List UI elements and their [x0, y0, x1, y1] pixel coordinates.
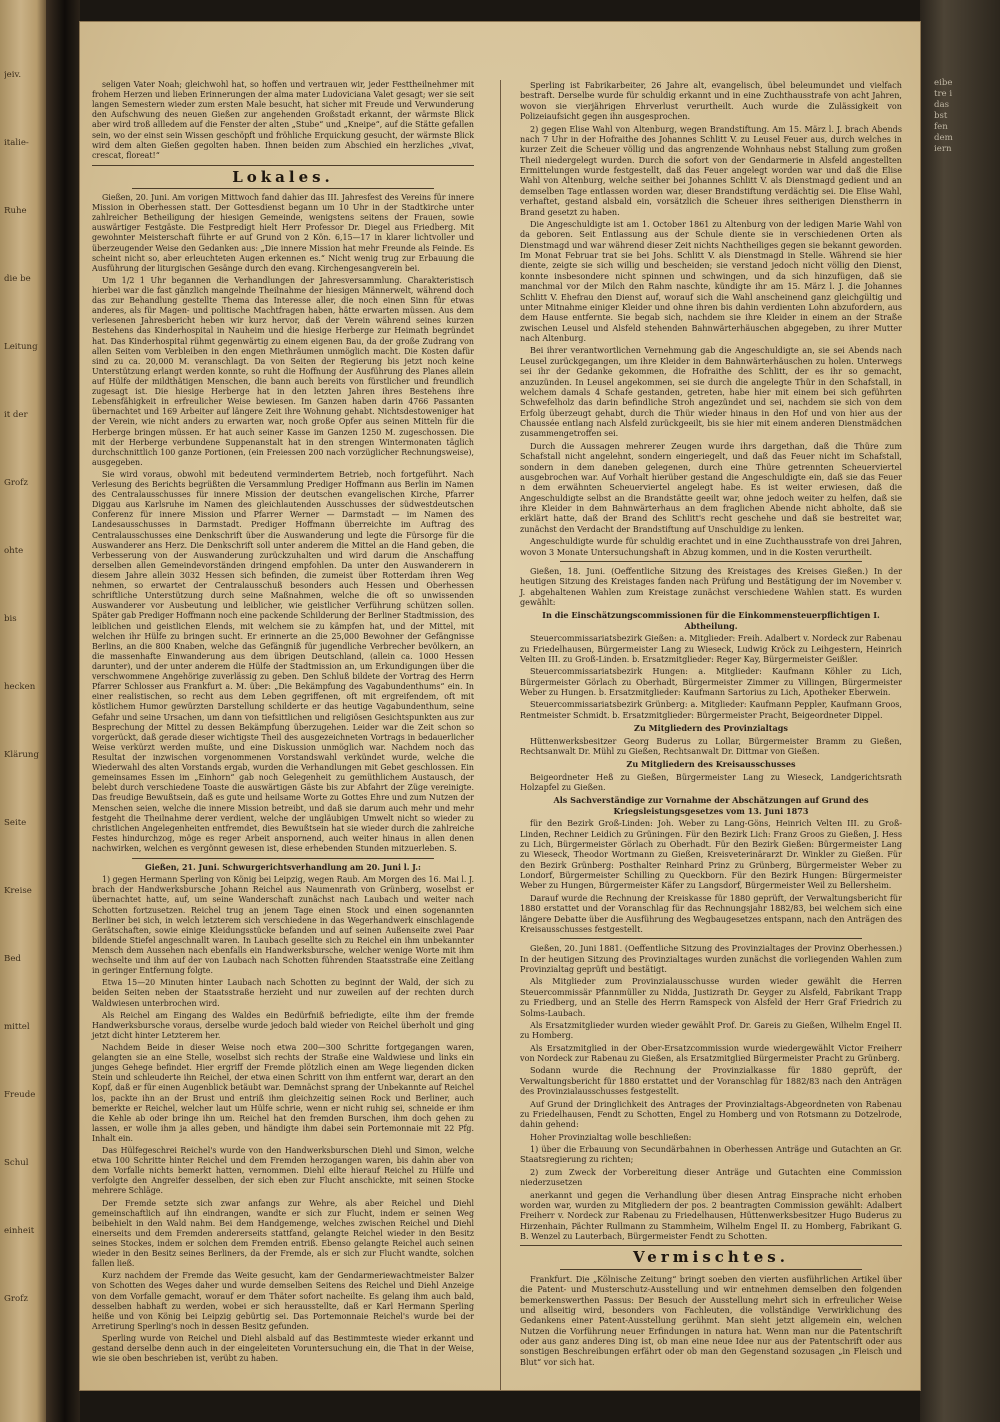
paragraph: Auf Grund der Dringlichkeit des Antrages der Provinzialtags-Abgeordneten von Rabenau zu Friedelhausen, Fendt zu Schotten, Engel zu Homberg und von Rotsmann zu Dotzelrode, dahin gehend:: [520, 1098, 902, 1130]
paragraph: 2) zum Zweck der Vorbereitung dieser Anträge und Gutachten eine Commission niederzusetzen: [520, 1166, 902, 1188]
page-fragment-text: hecken: [4, 682, 36, 692]
page-fragment-text: Kreise: [4, 886, 32, 896]
court-heading: Gießen, 21. Juni. Schwurgerichtsverhandlung am 20. Juni l. J.:: [145, 863, 421, 873]
page-fragment-text: Schul: [4, 1158, 29, 1168]
paragraph: Das Hülfegeschrei Reichel's wurde von den Handwerksburschen Diehl und Simon, welche etwa 100 Schritte hinter Reichel und dem Fremden herzogangen waren, bis dahin aber von dem Vorfalle nichts bemerkt hatten, vernommen. Diehl eilte hierauf Reichel zu Hülfe und verfolgte den Angreifer desselben, der sich eben zur Flucht anschickte, mit seinen Stocke mehrere Schläge.: [92, 1146, 474, 1196]
paragraph: Als Mitglieder zum Provinzialausschusse wurden wieder gewählt die Herren Steuercommissär Pfannmüller zu Nidda, Justizrath Dr. Geyger zu Alsfeld, Fabrikant Trapp zu Friedberg, und an Stelle des Herrn Ramspeck von Alsfeld der Herr Graf Friedrich zu Solms-Laubach.: [520, 976, 902, 1018]
paragraph: Sperling ist Fabrikarbeiter, 26 Jahre alt, evangelisch, übel beleumundet und vielfach bestraft. Derselbe wurde für schuldig erkannt und in eine Zuchthausstrafe von acht Jahren, wovon sie vierjährigen Ehrverlust verurtheilt. Auch wurde die Zulässigkeit von Polizeiaufsicht gegen ihn ausgesprochen.: [520, 80, 902, 122]
right-column: [520, 80, 902, 1369]
court-report-continued: [520, 80, 902, 557]
provinzial-heading: Zu Mitgliedern des Provinzialtags: [634, 723, 788, 734]
page-fragment-text: bst: [934, 111, 948, 121]
page-fragment-text: tre i: [934, 89, 953, 99]
kreistag-report: [520, 566, 902, 608]
list-item: Steuercommissariatsbezirk Gießen: a. Mitglieder: Freih. Adalbert v. Nordeck zur Rabenau zu Friedelhausen, Bürgermeister Lang zu Wieseck, Ludwig Kröck zu Leihgestern, Heinrich Velten III. zu Groß-Linden. b. Ersatzmitglieder: Reger Kay, Bürgermeister Geißler.: [520, 633, 902, 664]
paragraph: Sodann wurde die Rechnung der Provinzialkasse für 1880 geprüft, der Verwaltungsbericht für 1880 erstattet und der Voranschlag für 1882/83 nach den Anträgen des Provinzialausschusses festgestellt.: [520, 1065, 902, 1097]
section-rule: [92, 165, 474, 166]
page-fragment-text: jeiv.: [4, 70, 22, 80]
page-fragment-text: it der: [4, 410, 28, 420]
left-column: [92, 80, 474, 1366]
paragraph: Gießen, 20. Juni 1881. (Oeffentliche Sitzung des Provinzialtages der Provinz Oberhessen.) In der heutigen Sitzung des Provinzialtages wurden zunächst die vorliegenden Wahlen zum Provinzialtag geprüft und bestätigt.: [520, 943, 902, 974]
paragraph: Sie wird voraus, obwohl mit bedeutend vermindertem Betrieb, noch fortgeführt. Nach Verlesung des Berichts begrüßten die Versammlung Prediger Hoffmann aus Berlin im Namen des Centralausschusses für innere Mission der deutschen evangelischen Kirche, Pfarrer Diggau aus Karlsruhe im Namen des gleichlautenden Ausschusses der südwestdeutschen Conferenz für innere Mission und Pfarrer Werner — Darmstadt — im Namen des Landesausschusses in Darmstadt. Prediger Hoffmann überreichte im Auftrag des Centralausschusses eine Denkschrift über die Auswanderung und legte die Fürsorge für die Auswanderer ans Herz. Die Denkschrift soll unter anderem die Mittel an die Hand geben, die Verbesserung von der Auswanderung zurückzuhalten und wird darum die Anschaffung derselben allen Gemeindevorständen dringend empfohlen. Da unter den Auswanderern in diesem Jahre allein 3032 Hessen sich befinden, die zumeist über Rotterdam ihren Weg nehmen, so erwartet der Centralausschuß besonders auch Hessen und Oberhessen schriftliche Unterstützung durch seine Maßnahmen, welche die oft so unwissenden Auswanderer vor Ausbeutung und leiblicher, wie geistlicher Verführung schützen sollen. Später gab Prediger Hoffmann noch eine packende Schilderung der Berliner Stadtmission, des leiblichen und geistlichen Elends, mit welchem sie zu kämpfen hat, und der Mittel, mit welchen ihr Hülfe zu bringen sucht. Er erinnerte an die 25,000 Bewohner der Gefängnisse Berlins, an die 800 Knaben, welche das Gefängniß für jugendliche Verbrecher bevölkern, an die massenhafte Einwanderung aus dem übrigen Deutschland, (allein ca. 1000 Hessen darunter), und der unter anderem die Hülfe der Stadtmission an, um Erkundigungen über die verschwommene Angehörige zuverlässig zu geben. Den Schluß bildete der Vortrag des Herrn Pfarrer Schlosser aus Frankfurt a. M. über: „Die Bekämpfung des Vagabundenthums“ ein. In einer realistischen, so recht aus dem Leben gegriffenen, oft mit ergreifendem, oft mit köstlichem Humor gewürzten Darstellung schilderte er das heutige Vagabundenthum, seine Gefahr und seine Ursachen, um dann von tiefsittlichen und religiösen Gesichtspunkten aus zur Besprechung der Mittel zu dessen Bekämpfung überzugehen. Leider war die Zeit schon so vorgerückt, daß gerade dieser wichtigste Theil des ausgezeichneten Vortrags in bedauerlicher Weise verkürzt werden mußte, und eine Diskussion unmöglich war. Nachdem noch das Resultat der inzwischen vorgenommenen Vorstandswahl verkündet wurde, welche die Wiederwahl des alten Vorstands ergab, wurden die Verhandlungen mit Gebet geschlossen. Ein gemeinsames Essen im „Einhorn“ gab noch Gelegenheit zu gemüthlichem Austausch, der belebt durch verschiedene Toaste die auswärtigen Gäste bis zur Abfahrt der Züge vereinigte. Das freudige Bewußtsein, daß es gute und heilsame Worte zu Gottes Ehre und zum Nutzen der Menschen seien, welche die innere Mission betreibt, und daß sie darum auch mehr und mehr festgeht die Theilnahme derer verdient, welche der ungläubigen Umwelt nicht so wieder zu christlichen Angelegenheiten entfremdet, dies Bewußtsein hat sie wieder durch die zahlreiche Festes hindurchzog, möge es reger Arbeit anspornend, auch weiter hinaus in allen denen nachwirken, welchen es vergönnt gewesen ist, diese erhebenden Stunden mitzuerleben. S.: [92, 469, 474, 853]
provinzialtag-report: [520, 943, 902, 1241]
paragraph: seligen Vater Noah; gleichwohl hat, so hoffen und vertrauen wir, jeder Festtheilnehmer mit frohem Herzen und lieben Erinnerungen der alma mater Ludoviciana Valet gesagt; wer sie seit langen Semestern wieder zum ersten Male besucht, hat sicher mit Freude und Verwunderung den Aufschwung des neuen Gießen zur angehenden Großstadt erkannt, der wärmste Blick aber wird troß allledem auf die Fenster der alten „Stube“ und „Kneipe“, auf die Stätte gefallen sein, wo der einst sein Wissen geschöpft und fröhliche Erquickung gesucht, der wärmste Blick wird dem alten Gießen gegolten haben. Ihnen beiden zum Abschied ein herzliches „vivat, crescat, floreat!“: [92, 80, 474, 160]
kreistag-election-list: [520, 633, 902, 720]
vermischtes-news: [520, 1274, 902, 1367]
article-rule: [132, 858, 434, 859]
page-fragment-text: Bed: [4, 954, 21, 964]
paragraph: Als Ersatzmitglied in der Ober-Ersatzcommission wurde wiedergewählt Victor Freiherr von Nordeck zur Rabenau zu Gießen, als Ersatzmitglied Bürgermeister Pracht zu Grünberg.: [520, 1042, 902, 1063]
paragraph: Bei ihrer verantwortlichen Vernehmung gab die Angeschuldigte an, sie sei Abends nach Leusel zurückgegangen, um ihre Kleider in dem Bahnwärterhäuschen zu holen. Unterwegs sei ihr der Gedanke gekommen, die Hofraithe des Schlitt, der es ihr so gemacht, anzuzünden. In Leusel angekommen, sei sie durch die angelegte Thür in den Schafstall, in welchem damals 4 Schafe gestanden, getreten, habe hier mit einem bei sich geführten Schwefelholz das darin befindliche Stroh angezündet und sei, nachdem sie sich von dem Erfolg überzeugt gehabt, durch die Thür wieder hinaus in den Hof und von hier aus der Chaussée entlang nach Alsfeld zurückgeeilt, bis sie hier mit einem anderen Dienstmädchen zusammengetroffen sei.: [520, 345, 902, 439]
page-fragment-text: fen: [934, 122, 948, 132]
paragraph: Hoher Provinzialtag wolle beschließen:: [530, 1131, 692, 1142]
paragraph: 1) über die Erbauung von Secundärbahnen in Oberhessen Anträge und Gutachten an Gr. Staatsregierung zu richten;: [520, 1144, 902, 1165]
paragraph: Sperling wurde von Reichel und Diehl alsbald auf das Bestimmteste wieder erkannt und gestand derselbe denn auch in der eingeleiteten Voruntersuchung ein, die That in der Weise, wie sie oben beschrieben ist, verübt zu haben.: [92, 1334, 474, 1364]
einschaetzung-heading: In die Einschätzungscommissionen für die Einkommensteuerpflichtigen I. Abtheilung.: [542, 610, 880, 631]
page-fragment-text: mittel: [4, 1022, 30, 1032]
paragraph: Die Angeschuldigte ist am 1. October 1861 zu Altenburg von der ledigen Marie Wahl von da geboren. Seit Entlassung aus der Schule diente sie in verschiedenen Orten als Dienstmagd und war während dieser Zeit nichts Nachtheiliges gegen sie bekannt geworden. Im Monat Februar trat sie bei Johs. Schlitt V. als Dienstmagd in Stelle. Während sie hier diente, zeigte sie sich willig und bescheiden; sie verstand jedoch nicht völlig den Dienst, konnte insbesondere nicht spinnen und schwingen, und da sich hinzufügen, daß sie manchmal vor der Milch den Rahm naschte, kündigte ihr am 15. März l. J. die Johannes Schlitt V. Ehefrau den Dienst auf, worauf sich die Wahl anscheinend ganz gleichgültig und unter Mitnahme einiger Kleider und ohne ihren bis dahin verdienten Lohn abzufordern, aus dem Hause entfernte. Sie begab sich, nachdem sie ihre Kleider in einem an der Straße zwischen Leusel und Alsfeld stehenden Bahnwärterhäuschen abgegeben, zu ihrer Mutter nach Altenburg.: [520, 218, 902, 343]
paragraph: anerkannt und gegen die Verhandlung über diesen Antrag Einsprache nicht erhoben worden war, wurden zu Mitgliedern der pos. 2 beantragten Commission gewählt: Adalbert Freiherr v. Nordeck zur Rabenau zu Friedelhausen, Hüttenwerksbesitzer Hugo Buderus zu Hirzenhain, Pächter Rullmann zu Stammheim, Wilhelm Engel II. zu Homberg, Fabrikant G. B. Wenzel zu Lauterbach, Bürgermeister Fendt zu Schotten.: [520, 1189, 902, 1241]
page-fragment-text: Klärung: [4, 750, 39, 760]
kreisausschuss-text: Beigeordneter Heß zu Gießen, Bürgermeister Lang zu Wieseck, Landgerichtsrath Holzapfel zu Gießen.: [520, 771, 902, 792]
article-rule: [560, 561, 862, 562]
page-fragment-text: Grofz: [4, 1294, 28, 1304]
page-fragment-text: eibe: [934, 78, 953, 88]
section-rule: [520, 1245, 902, 1246]
page-fragment-text: das: [934, 100, 950, 110]
paragraph: 2) gegen Elise Wahl von Altenburg, wegen Brandstiftung. Am 15. März l. J. brach Abends nach 7 Uhr in der Hofraithe des Johannes Schlitt V. zu Leusel Feuer aus, durch welches in kurzer Zeit die Scheuer völlig und das angrenzende Wohnhaus nebst Stallung zum großen Theil niedergelegt wurden. Durch die sofort von der Gendarmerie in Alsfeld angestellten Ermittelungen wurde festgestellt, daß das Feuer angelegt worden war und daß die Elise Wahl von Altenburg, welche seither bei Johannes Schlitt V. als Dienstmagd gedient und an demselben Tage entlassen worden war, dieser Brandstiftung verdächtig sei. Die Elise Wahl, verhaftet, gestand alsbald ein, vorsätzlich die Scheuer ihres seitherigen Dienstherrn in Brand gesetzt zu haben.: [520, 123, 902, 217]
local-news: [92, 193, 474, 854]
paragraph: Angeschuldigte wurde für schuldig erachtet und in eine Zuchthausstrafe von drei Jahren, wovon 3 Monate Untersuchungshaft in Abzug kommen, und in die Kosten verurtheilt.: [520, 536, 902, 557]
kreisausschuss-heading: Zu Mitgliedern des Kreisausschusses: [626, 759, 796, 770]
left-facing-page: [0, 0, 46, 1422]
paragraph: Gießen, 20. Juni. Am vorigen Mittwoch fand dahier das III. Jahresfest des Vereins für innere Mission in Oberhessen statt. Der Gottesdienst begann um 10 Uhr in der Stadtkirche unter zahlreicher Betheiligung der hiesigen Gemeinde, wenigstens seitens der Frauen, sowie auswärtiger Festgäste. Die Festpredigt hielt Herr Professor Dr. Diegel aus Friedberg. Mit gewohnter Meisterschaft führte er auf Grund von 2 Kön. 6,15—17 in klarer lichtvoller und überzeugender Weise den Gedanken aus: „Die innere Mission hat mehr Freunde als Feinde. Es scheint nicht so, aber erleuchteten Augen erkennen es.“ Nicht wenig trug zur Erbauung die Ausführung der liturgischen Gesänge durch den evang. Kirchengesangverein bei.: [92, 192, 474, 273]
page-fragment-text: die be: [4, 274, 31, 284]
heading-rule: [560, 1269, 862, 1270]
section-heading-lokales: Lokales.: [232, 167, 334, 186]
kriegsleistung-heading: Als Sachverständige zur Vornahme der Abschätzungen auf Grund des Kriegsleistungsgesetzes vom 13. Juni 1873: [553, 795, 869, 816]
paragraph: Als Ersatzmitglieder wurden wieder gewählt Prof. Dr. Gareis zu Gießen, Wilhelm Engel II. zu Homberg.: [520, 1019, 902, 1041]
paragraph: 1) gegen Hermann Sperling von König bei Leipzig, wegen Raub. Am Morgen des 16. Mai l. J. brach der Handwerksbursche Johann Reichel aus Naumenrath von Grünberg, woselbst er übernachtet hatte, auf, um seine Wanderschaft zunächst nach Laubach und weiter nach Schotten fortzusetzen. Reichel trug an jenem Tage einen Stock und einen sogenannten Berliner bei sich, in welch letzterem sich verschiedene in das Wegerhandwerk einschlagende Gerätschaften, sowie einige Kleidungsstücke befanden und auf seinen Außenseite zwei Paar bildende Stiefel angeschnallt waren. In Laubach gesellte sich zu Reichel ein ihm unbekannter Mensch dem Aussehen nach ebenfalls ein Handwerksbursche, welcher wenige Worte mit ihm wechselte und ihm auf der von Laubach nach Schotten führenden Staatsstraße eine Zeitlang in geringer Entfernung folgte.: [92, 875, 474, 976]
page-fragment-text: ohte: [4, 546, 24, 556]
article-rule: [560, 938, 862, 939]
column-divider: [500, 80, 501, 1390]
page-fragment-text: dem: [934, 133, 953, 143]
paragraph: Etwa 15—20 Minuten hinter Laubach nach Schotten zu beginnt der Wald, der sich zu beiden Seiten neben der Staatsstraße herzieht und nur zuweilen auf der rechten durch Waldwiesen unterbrochen wird.: [92, 978, 474, 1008]
newspaper-page: [80, 22, 920, 1390]
section-heading-vermischtes: Vermischtes.: [633, 1248, 789, 1267]
page-fragment-text: einheit: [4, 1226, 35, 1236]
paragraph: Gießen, 18. Juni. (Oeffentliche Sitzung des Kreistages des Kreises Gießen.) In der heutigen Sitzung des Kreistages fanden nach Prüfung und Bestätigung der im November v. J. abgehaltenen Wahlen zum Kreistage zunächst verschiedene Wahlen statt. Es wurden gewählt:: [520, 565, 902, 607]
paragraph: Durch die Aussagen mehrerer Zeugen wurde ihrs dargethan, daß die Thüre zum Schafstall nicht angelehnt, sondern eingeriegelt, und daß das Feuer nicht im Schafstall, sondern in dem daneben gelegenen, durch eine Thüre getrennten Scheuerviertel ausgebrochen war. Auf Vorhalt hierüber gestand die Angeschuldigte ein, daß sie das Feuer n dem erwähnten Scheuerviertel angelegt habe. Es ist weiter erwiesen, daß die Angeschuldigte selbst an die Brandstätte geeilt war, ohne jedoch weiter zu helfen, daß sie ihre Kleider in dem Bahnwärterhaus an dem fraglichen Abende nicht abholte, daß sie erklärt hatte, daß der Brand des Schlitt's recht geschehe und daß sie bestreitet war, zunächst den Verdacht der Brandstiftung auf Unschuldige zu lenken.: [520, 440, 902, 534]
page-fragment-text: italie-: [4, 138, 29, 148]
paragraph: Um 1/2 1 Uhr begannen die Verhandlungen der Jahresversammlung. Charakteristisch hierbei war die fast gänzlich mangelnde Theilnahme der hiesigen Männerwelt, während doch das zur Behandlung gestellte Thema das Interesse aller, die noch einen Sinn für etwas anderes, als für Magen- und politische Machtfragen haben, hätte erwarten müssen. Aus dem verlesenen Jahresbericht heben wir kurz hervor, daß der Verein während seines kurzen Bestehens das Kinderhospital in Nauheim und die hiesige Herberge zur Heimath begründet hat. Das Kinderhospital rühmt gegenwärtig zu einem eigenen Bau, da der große Zudrang von allen Seiten vom Verbleiben in den engen Miethräumen unmöglich macht. Die Kosten dafür sind zu ca. 20,000 M. veranschlagt. Da von Seiten der Regierung bis jetzt noch keine Unterstützung erlangt werden konnte, so ruht die Hoffnung der Ausführung des Planes allein auf Hülfe der mildthätigen Menschen, die bann auch bereits von fürstlicher und freundlich zugesagt ist. Die hiesige Herberge hat in den letzten Jahren ihres Bestehens ihre Lebensfähigkeit in erfreulicher Weise bewiesen. Im Ganzen haben darin 4766 Passanten übernachtet und 169 Arbeiter auf längere Zeit ihre Wohnung gehabt. Nichtsdestoweniger hat der Verein, wie nicht anders zu erwarten war, noch große Opfer aus seinen Mitteln für die Herberge bringen müssen. Er hat auch seiner Kasse im Ganzen 1250 M. zugeschossen. Die mit der Herberge verbundene Suppenanstalt hat in den strengen Wintermonaten täglich durchschnittlich 100 ganze Portionen, (ein Freiessen 200 nach vorzüglicher Rechnungsweise), ausgegeben.: [92, 275, 474, 467]
page-fragment-text: Leitung: [4, 342, 38, 352]
list-item: Steuercommissariatsbezirk Grünberg: a. Mitglieder: Kaufmann Peppler, Kaufmann Groos, Rentmeister Schmidt. b. Ersatzmitglieder: Bürgermeister Pracht, Beigeordneter Dippel.: [520, 699, 902, 720]
page-fragment-text: Ruhe: [4, 206, 27, 216]
paragraph: Nachdem Beide in dieser Weise noch etwa 200—300 Schritte fortgegangen waren, gelangten sie an eine Stelle, woselbst sich rechts der Straße eine Waldwiese und links ein junges Gehege befindet. Hier ergriff der Fremde plötzlich einen am Wege liegenden dicken Stein und schleuderte ihn Reichel, der etwa einen Schritt von ihm entfernt war, derart an den Kopf, daß er für einen Augenblick betäubt war. Demnächst sprang der Unbekannte auf Reichel los, packte ihn an der Brust und entriß ihm gleichzeitig seinen Rock und Berliner, auch bemerkte er Reichel, welcher laut um Hülfe schrie, wenn er nicht ruhig sei, schneide er ihm die Kehle ab oder bringe ihn um. Reichel hat den fremden Burschen, ihm doch gehen zu lassen, er wolle ihm ja alles geben, und händigte ihm dabei sein Portemonnaie mit 22 Pfg. Inhalt ein.: [92, 1042, 474, 1143]
page-fragment-text: bis: [4, 614, 17, 624]
page-fragment-text: Freude: [4, 1090, 36, 1100]
kriegsleistung-text: für den Bezirk Groß-Linden: Joh. Weber zu Lang-Göns, Heinrich Velten III. zu Groß-Linden, Rechner Leidich zu Grüningen. Für den Bezirk Lich: Franz Groos zu Gießen, J. Hess zu Lich, Bürgermeister Görlach zu Oberhadt. Für den Bezirk Gießen: Bürgermeister Lang zu Wieseck, Theodor Wortmann zu Gießen, Kreisveterinärarzt Dr. Winkler zu Gießen. Für den Bezirk Grünberg: Posthalter Reinhard Prinz zu Grünberg, Bürgermeister Weber zu Londorf, Bürgermeister Schilling zu Queckborn. Für den Bezirk Hungen: Bürgermeister Weber zu Hungen, Bürgermeister Käfer zu Langsdorf, Bürgermeister Weil zu Bellersheim.: [520, 818, 902, 891]
paragraph: Als Reichel am Eingang des Waldes ein Bedürfniß befriedigte, eilte ihm der fremde Handwerksbursche voraus, derselbe wurde jedoch bald wieder von Reichel überholt und ging jetzt dicht hinter Letzterem her.: [92, 1010, 474, 1040]
paragraph: Der Fremde setzte sich zwar anfangs zur Wehre, als aber Reichel und Diehl gemeinschaftlich auf ihn eindrangen, wandte er sich zur Flucht, indem er seinen Weg beibehielt in den Wald nahm. Bei dem Handgemenge, welches zwischen Reichel und Diehl einerseits und dem Fremden andererseits stattfand, gelangte Reichel wieder in den Besitz seines Stockes, indem er solchen dem Fremden entriß. Ebenso gelangte Reichel auch seinen wieder in den Besitz seines Berliners, da der Fremde, als er sich zur Flucht wandte, solchen fallen ließ.: [92, 1198, 474, 1269]
provinzial-text: Hüttenwerksbesitzer Georg Buderus zu Lollar, Bürgermeister Bramm zu Gießen, Rechtsanwalt Dr. Mühl zu Gießen, Rechtsanwalt Dr. Dittmar von Gießen.: [520, 735, 902, 756]
heading-rule: [132, 188, 434, 189]
kreistag-closing: Darauf wurde die Rechnung der Kreiskasse für 1880 geprüft, der Verwaltungsbericht für 1880 erstattet und der Voranschlag für das Rechnungsjahr 1882/83, bei welchem sich eine längere Debatte über die Ausführung des Wegbaugesetzes entspann, nach den Anträgen des Kreisausschusses festgestellt.: [520, 892, 902, 934]
court-report: [92, 875, 474, 1364]
paragraph: Kurz nachdem der Fremde das Weite gesucht, kam der Gendarmeriewachtmeister Balzer von Schotten des Weges daher und wurde demselben Seitens des Reichel und Diehl Anzeige von dem Vorfalle gemacht, worauf er dem Thäter sofort nacheilte. Es gelang ihm auch bald, desselben habhaft zu werden, wobei er sich herausstellte, daß er Karl Hermann Sperling heiße und von König bei Leipzig gebürtig sei. Das Portemonnaie Reichel's wurde bei der Arretirung Sperling's noch in dessen Besitz gefunden.: [92, 1271, 474, 1331]
page-fragment-text: Grofz: [4, 478, 28, 488]
list-item: Steuercommissariatsbezirk Hungen: a. Mitglieder: Kaufmann Köhler zu Lich, Bürgermeister Görlach zu Oberhadt, Bürgermeister Zimmer zu Villingen, Bürgermeister Weber zu Hungen. b. Ersatzmitglieder: Kaufmann Sartorius zu Lich, Apotheker Eberwein.: [520, 666, 902, 697]
opening-paragraphs: [92, 80, 474, 161]
page-fragment-text: Seite: [4, 818, 27, 828]
paragraph: Frankfurt. Die „Kölnische Zeitung“ bringt soeben den vierten ausführlichen Artikel über die Patent- und Musterschutz-Ausstellung und wir entnehmen demselben den folgenden bemerkenswerthen Passus: Der Besuch der Ausstellung mehrt sich in erfreulicher Weise und allseitig wird, besonders von Fachleuten, die vollständige Verwirklichung des Gedankens einer Patent-Ausstellung gerühmt. Man sieht jetzt allgemein ein, welchen Nutzen die Vorführung neuer Erfindungen in natura hat. Wenn man nur die Patentschrift oder aus ganz anderes Ding ist, ob man eine neue Idee nur aus der Patentschrift oder aus sonstigen Beschreibungen erfährt oder ob man den Gegenstand sozusagen „in Fleisch und Blut“ vor sich hat.: [520, 1273, 902, 1367]
book-gutter: [46, 0, 80, 1422]
page-fragment-text: iern: [934, 144, 952, 154]
right-facing-page-edge: [920, 0, 1000, 1422]
